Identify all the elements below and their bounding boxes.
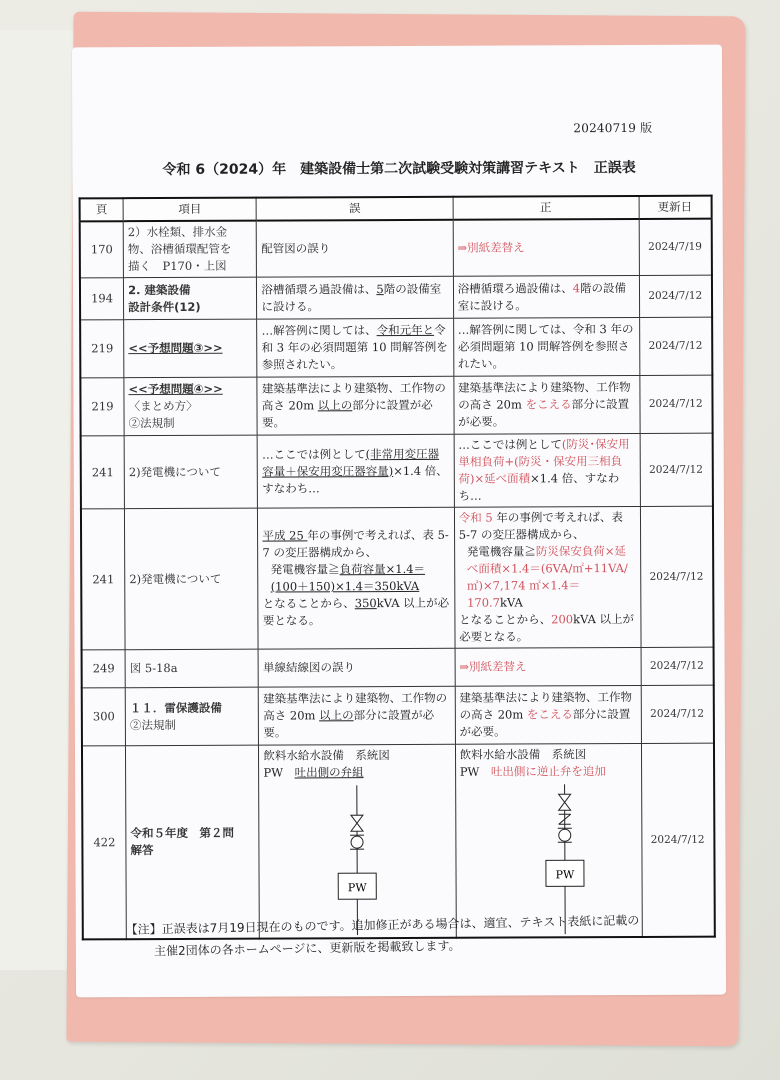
wrong-text: 部分に設置が必要。	[263, 707, 435, 740]
errata-table	[79, 195, 716, 941]
header-right: 正	[453, 196, 639, 220]
right-cell	[454, 506, 640, 648]
wrong-cell	[258, 434, 455, 508]
right-text: kVA	[499, 595, 523, 610]
right-text: 部分に設置が必要。	[458, 396, 630, 429]
item-cell	[125, 508, 259, 650]
right-text: となることから、	[459, 612, 552, 627]
item-cell	[124, 377, 258, 436]
footnote-line: 主催2団体の各ホームページに、更新版を掲載致します。	[153, 938, 461, 959]
wrong-text: 発電機容量≧	[270, 562, 340, 577]
right-cell	[453, 275, 639, 318]
title-main: 建築設備士第二次試験受験対策講習テキスト	[300, 160, 580, 178]
right-text: 階の設備室に設ける。	[457, 280, 627, 313]
wrong-highlight: 平成 25	[262, 528, 308, 543]
page-number: 241	[81, 509, 125, 650]
item-line: 2）水栓類、排水金	[127, 224, 228, 240]
updated-date: 2024/7/12	[641, 685, 714, 743]
wrong-text: 階の設備室に設ける。	[261, 281, 442, 314]
right-text: 年の事例で考えれば、表 5-7 の変圧器構成から、	[458, 510, 623, 542]
wrong-highlight: (非常用変圧器容量＋保安用変圧器容量)	[262, 446, 440, 479]
table-row	[81, 506, 714, 650]
wrong-text: ×1.4 倍、すなわち…	[262, 463, 448, 496]
header-wrong: 誤	[256, 197, 452, 221]
item-cell	[124, 319, 258, 378]
gate-valve-icon	[558, 794, 570, 810]
page-number: 170	[80, 221, 124, 278]
page-number: 249	[82, 650, 126, 688]
page-number: 300	[82, 688, 126, 746]
right-cell	[455, 743, 642, 937]
updated-date: 2024/7/19	[639, 219, 712, 276]
version-label: 20240719 版	[573, 120, 653, 136]
right-cell: …解答例に関しては、令和 3 年の必須問題第 10 問解答例を参照されたい。	[453, 317, 639, 376]
item-line: 〈まとめ方〉	[128, 398, 198, 414]
item-line: 令和５年度 第２問	[130, 825, 234, 841]
wrong-text: kVA 以上が必要となる。	[262, 595, 450, 628]
item-line: 設計条件(12)	[128, 299, 201, 314]
updated-date: 2024/7/12	[640, 433, 713, 506]
right-cell	[454, 375, 640, 434]
updated-date: 2024/7/12	[639, 375, 712, 433]
page-number: 219	[80, 378, 124, 436]
item-line: 描く P170・上図	[127, 258, 227, 274]
wrong-text: …ここでは例として	[262, 446, 366, 462]
header-updated: 更新日	[639, 196, 712, 219]
right-correction: 令和 5	[458, 510, 493, 525]
wrong-highlight: 以上の	[317, 398, 353, 413]
wrong-highlight: 負荷容量×1.4＝(100＋150)×1.4＝350kVA	[270, 561, 426, 594]
wrong-cell	[258, 507, 455, 649]
diagram-title: 飲料水給水設備 系統図	[263, 748, 390, 763]
page-number: 194	[80, 278, 124, 320]
item-cell	[125, 649, 258, 688]
page-number: 422	[82, 746, 126, 940]
title-year: 令和 6（2024）年	[162, 161, 287, 179]
item-cell	[125, 687, 259, 746]
item-line: １１．雷保護設備	[129, 700, 222, 715]
footnote	[125, 909, 639, 962]
wrong-cell: 単線結線図の誤り	[258, 648, 454, 687]
table-row	[82, 685, 714, 746]
flexible-joint-icon	[350, 835, 364, 849]
updated-date: 2024/7/12	[641, 743, 715, 937]
page-number: 241	[81, 436, 125, 509]
right-text: PW	[459, 764, 491, 779]
wrong-cell	[257, 376, 454, 435]
item-line: 2)発電機について	[128, 464, 221, 479]
right-text: kVA 以上が必要となる。	[459, 611, 635, 644]
right-cell	[454, 433, 640, 507]
wrong-text: 建築基準法により建築物、工作物の高さ 20m	[261, 380, 446, 413]
right-text: 部分に設置が必要。	[459, 706, 631, 739]
right-correction: 200	[551, 612, 574, 627]
pump-label: PW	[348, 881, 368, 895]
table-row	[82, 647, 714, 688]
item-line: 物、浴槽循環配管を	[127, 241, 232, 257]
table-header-row	[80, 196, 712, 222]
item-line: 解答	[130, 843, 154, 858]
item-line: ②法規制	[129, 717, 176, 732]
right-text: 浴槽循環ろ過設備は、	[457, 280, 573, 296]
right-text: 発電機容量≧	[466, 544, 536, 559]
item-line: 2. 建築設備	[128, 282, 191, 297]
right-correction: をこえる	[525, 397, 572, 412]
wrong-text: 年の事例で考えれば、表 5-7 の変圧器構成から、	[262, 527, 449, 560]
right-cell: ⇒別紙差替え	[455, 647, 641, 686]
wrong-cell	[257, 318, 454, 377]
wrong-cell: 配管図の誤り	[257, 220, 454, 277]
errata-page	[72, 45, 726, 998]
right-correction: をこえる	[526, 707, 573, 722]
wrong-text: 令和 3 年の必須問題第 10 問解答例を参照されたい。	[261, 322, 448, 372]
right-text: …ここでは例として	[458, 437, 562, 452]
updated-date: 2024/7/12	[640, 506, 714, 647]
header-page: 頁	[80, 198, 124, 221]
table-row	[80, 219, 712, 278]
page-number: 219	[80, 320, 124, 378]
wrong-text: となることから、	[262, 596, 355, 611]
wrong-text: 部分に設置が必要。	[261, 397, 433, 430]
diagram-title: 飲料水給水設備 系統図	[459, 747, 587, 762]
wrong-highlight: 吐出側の弁組	[294, 765, 364, 780]
gate-valve-icon	[351, 815, 363, 831]
wrong-highlight: 350	[354, 596, 377, 611]
right-correction: 吐出側に逆止弁を追加	[490, 764, 606, 779]
wrong-cell	[259, 686, 456, 745]
flexible-joint-icon	[557, 828, 571, 842]
item-cell	[123, 277, 257, 320]
wrong-text: 浴槽循環ろ過設備は、	[261, 281, 377, 297]
item-line: 図 5-18a	[129, 660, 178, 676]
wrong-highlight: 5	[376, 281, 384, 296]
wrong-cell	[259, 744, 456, 938]
right-correction: 4	[572, 280, 581, 295]
item-line: 2)発電機について	[129, 571, 222, 586]
item-cell	[123, 221, 257, 278]
updated-date: 2024/7/12	[639, 317, 712, 375]
wrong-cell	[257, 276, 453, 319]
right-correction: (防災･保安用単相負荷+(防災・保安用三相負荷)×延べ面積	[458, 436, 630, 486]
right-text: 建築基準法により建築物、工作物の高さ 20m	[458, 379, 631, 412]
right-cell: ⇒別紙差替え	[453, 219, 639, 276]
wrong-highlight: 以上の	[319, 708, 354, 723]
page-title	[162, 157, 635, 179]
wrong-highlight: 令和元年と	[376, 322, 435, 338]
item-cell	[124, 435, 258, 509]
title-suffix: 正誤表	[593, 159, 636, 177]
table-row	[81, 433, 713, 509]
table-row	[80, 375, 712, 436]
updated-date: 2024/7/12	[641, 647, 714, 685]
right-cell	[455, 685, 641, 744]
updated-date: 2024/7/12	[639, 275, 712, 317]
right-correction: 防災保安負荷×延べ面積×1.4＝(6VA/㎡+11VA/㎡)×7,174 ㎡×1.4＝170.7	[466, 544, 628, 610]
wrong-text: 建築基準法により建築物、工作物の高さ 20m	[263, 690, 448, 723]
right-text: 建築基準法により建築物、工作物の高さ 20m	[459, 689, 633, 722]
item-cell	[126, 745, 260, 939]
right-text: ×1.4 倍、すなわち…	[458, 471, 620, 503]
wrong-text: PW	[263, 765, 295, 780]
item-line: <<予想問題③>>	[128, 340, 223, 356]
pump-label: PW	[555, 868, 575, 882]
item-line: ②法規制	[128, 415, 175, 431]
footnote-line: 【注】正誤表は7月19日現在のものです。追加修正がある場合は、適宜、テキスト表紙に記載の	[125, 913, 640, 937]
header-item: 項目	[123, 198, 256, 222]
table-row	[80, 275, 712, 320]
wrong-text: …解答例に関しては、	[261, 323, 377, 338]
item-line: <<予想問題④>>	[128, 381, 223, 397]
table-row	[80, 317, 712, 378]
